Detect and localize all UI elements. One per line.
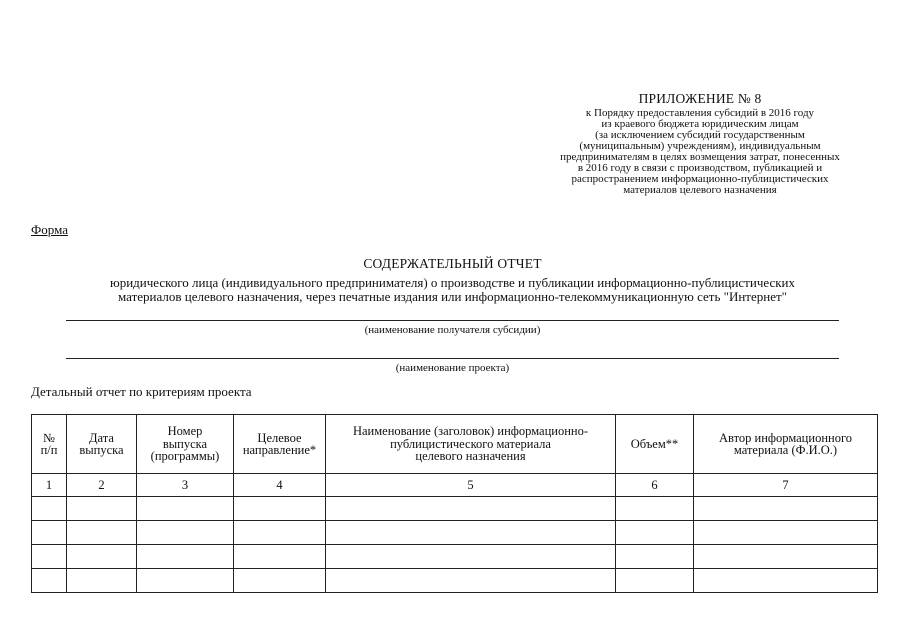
report-subtitle-line: юридического лица (индивидуального предпринимателя) о производстве и публикации информационно-публицистических [110,275,795,290]
form-label: Форма [31,222,68,237]
appendix-line: к Порядку предоставления субсидий в 2016 году [585,106,815,119]
project-caption: (наименование проекта) [395,362,510,374]
empty-cell[interactable] [234,497,326,521]
header-cell-number: № п/п [32,415,67,474]
project-name-line[interactable] [66,358,839,359]
appendix-line: материалов целевого назначения [623,183,777,196]
empty-cell[interactable] [234,545,326,569]
empty-cell[interactable] [137,497,234,521]
appendix-title: ПРИЛОЖЕНИЕ № 8 [638,91,762,106]
table-row [32,545,878,569]
column-number-cell: 7 [694,474,878,497]
project-report-table [31,414,878,593]
appendix-line: из краевого бюджета юридическим лицам [601,117,799,130]
empty-cell[interactable] [32,497,67,521]
report-subtitle [40,276,865,303]
empty-cell[interactable] [326,521,616,545]
empty-cell[interactable] [616,521,694,545]
detail-heading: Детальный отчет по критериям проекта [31,384,252,399]
empty-cell[interactable] [32,545,67,569]
table-row [32,569,878,593]
empty-cell[interactable] [67,521,137,545]
header-cell-author: Автор информационного материала (Ф.И.О.) [694,415,878,474]
empty-cell[interactable] [694,569,878,593]
empty-cell[interactable] [67,569,137,593]
table-row [32,521,878,545]
column-number-cell: 2 [67,474,137,497]
header-cell-issue-number: Номер выпуска (программы) [137,415,234,474]
empty-cell[interactable] [616,497,694,521]
recipient-caption: (наименование получателя субсидии) [364,324,541,336]
empty-cell[interactable] [326,569,616,593]
table-header-row [32,415,878,474]
empty-cell[interactable] [616,545,694,569]
empty-cell[interactable] [32,521,67,545]
empty-cell[interactable] [616,569,694,593]
header-cell-target-direction: Целевое направление* [234,415,326,474]
appendix-line: (за исключением субсидий государственным [595,128,805,141]
report-title: СОДЕРЖАТЕЛЬНЫЙ ОТЧЕТ [363,256,542,271]
column-number-row [32,474,878,497]
table-row [32,497,878,521]
appendix-line: в 2016 году в связи с производством, публикацией и [577,161,823,174]
column-number-cell: 5 [326,474,616,497]
column-number-cell: 6 [616,474,694,497]
empty-cell[interactable] [326,545,616,569]
recipient-name-line[interactable] [66,320,839,321]
empty-cell[interactable] [137,521,234,545]
header-cell-release-date: Дата выпуска [67,415,137,474]
empty-cell[interactable] [67,497,137,521]
empty-cell[interactable] [67,545,137,569]
empty-cell[interactable] [234,521,326,545]
column-number-cell: 3 [137,474,234,497]
empty-cell[interactable] [694,521,878,545]
empty-cell[interactable] [137,569,234,593]
empty-cell[interactable] [694,545,878,569]
report-subtitle-line: материалов целевого назначения, через печатные издания или информационно-телекоммуникационную сеть "Интернет" [118,288,787,304]
empty-cell[interactable] [137,545,234,569]
empty-cell[interactable] [694,497,878,521]
column-number-cell: 1 [32,474,67,497]
header-cell-volume: Объем** [616,415,694,474]
appendix-line: распространением информационно-публицистических [571,172,829,185]
empty-cell[interactable] [326,497,616,521]
header-cell-material-title: Наименование (заголовок) информационно- публицистического материала целевого назначения [326,415,616,474]
empty-cell[interactable] [234,569,326,593]
column-number-cell: 4 [234,474,326,497]
appendix-line: (муниципальным) учреждениям), индивидуальным [579,139,821,152]
appendix-line: предпринимателям в целях возмещения затрат, понесенных [560,150,840,163]
empty-cell[interactable] [32,569,67,593]
appendix-block [535,92,865,196]
